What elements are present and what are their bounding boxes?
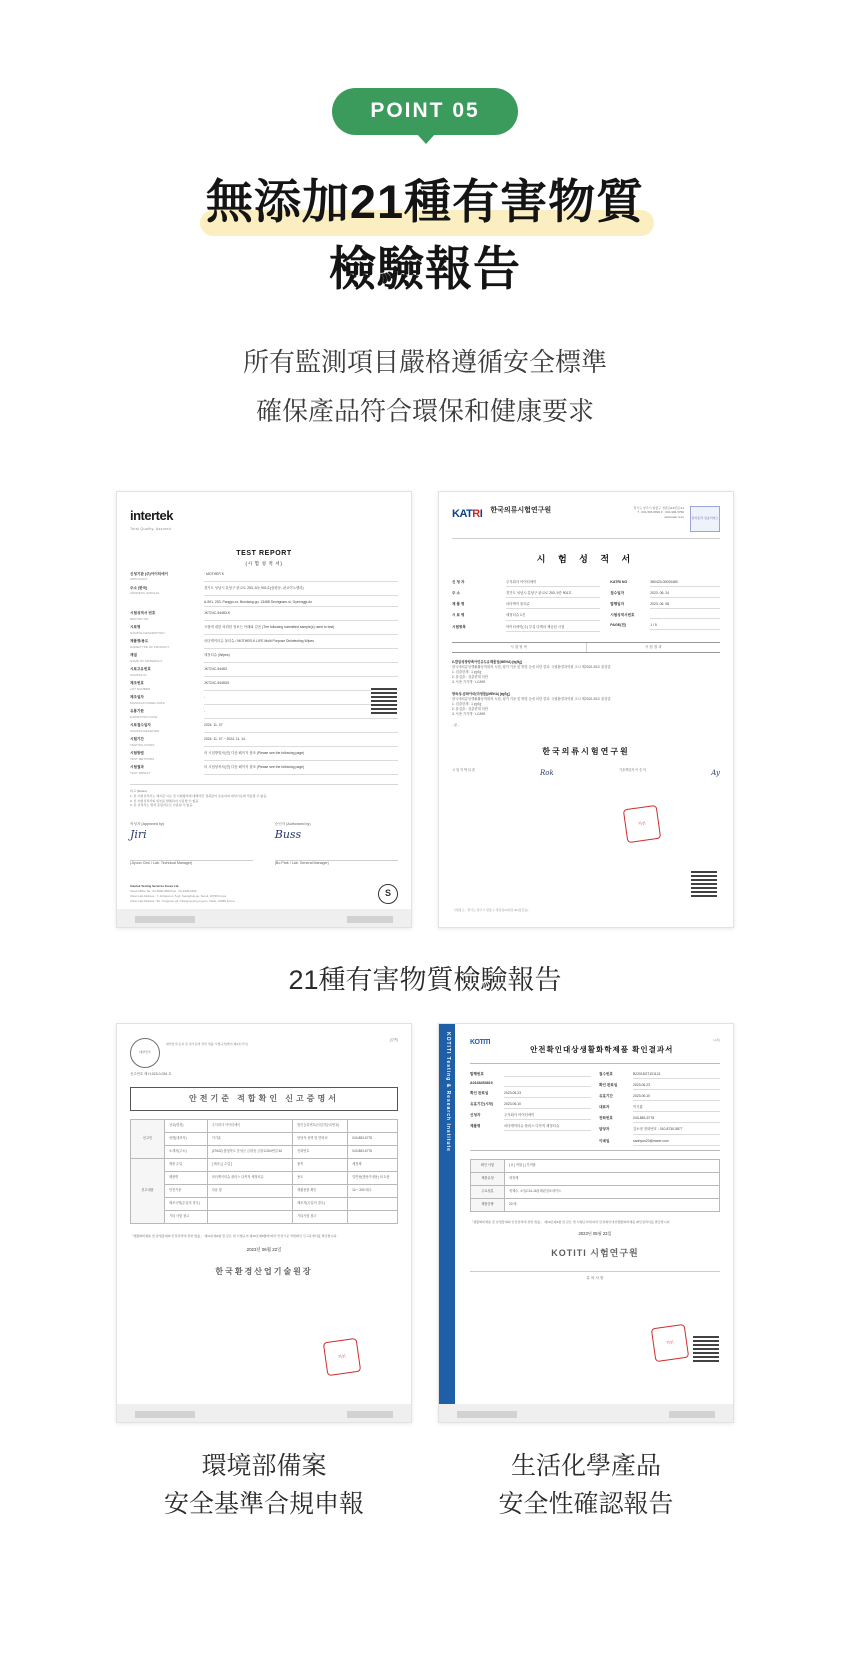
cell: 주요성분 bbox=[471, 1185, 505, 1198]
table-row: 확인 완료일 2023.06.23 bbox=[470, 1091, 591, 1098]
table-row: A0168453819 bbox=[470, 1081, 591, 1086]
qr-code-icon bbox=[371, 688, 397, 714]
intertek-footer-line-3: Ulsan Lab Address : 56, Yongyeon-gil, Changnyeong-myeon, Ulsan, 44989 Korea bbox=[130, 899, 235, 904]
intertek-note-3: 3. 본 성적서는 법적 증빙자료로 사용될 수 없음. bbox=[130, 803, 194, 808]
signature-glyph: Ay bbox=[711, 769, 720, 778]
cell: 정제수, 소듐C14-16올레핀설포네이트 bbox=[505, 1185, 720, 1198]
cell: 20 매 bbox=[505, 1198, 720, 1211]
cell: 품목 bbox=[293, 1158, 348, 1171]
katri-header-meta bbox=[633, 506, 684, 520]
keiti-issue-date: 2023년 06월 22일 bbox=[246, 1247, 282, 1253]
caption-keiti-line-1: 環境部備案 bbox=[201, 1451, 327, 1480]
intertek-sign-left-label: 작성자 (Approved by) bbox=[130, 822, 164, 827]
table-row: 시료명 SAMPLE DESCRIPTION 시험에 대한 의뢰한 정보는 아래와 같음 (The following submitted sample(s) used to test) bbox=[130, 625, 398, 635]
katri-section-2-row-1: 1. 검출한계 : 1 ㎎/㎏ bbox=[452, 701, 482, 706]
official-seal-icon: 직인 bbox=[623, 804, 661, 842]
table-row: 제 품 명 마더케이 물티슈 bbox=[452, 602, 600, 609]
keiti-table bbox=[130, 1119, 398, 1224]
table-row: 시험항목 아이티에이(주) 부설 다케마 제공된 시험 bbox=[452, 625, 600, 632]
cell: 주식회사 아이티에이 bbox=[207, 1119, 292, 1132]
table-row: 제품명/용도 NAME/TYPE OF PRODUCT 마더케이티슈 물티슈 / MOTHER-K LIFE Multi Purpose Disinfecting Wipes bbox=[130, 639, 398, 649]
katri-section-1-row-2: 2. 불검출 : 검출한계 미만 bbox=[452, 674, 488, 679]
keiti-issuer: 한국환경산업기술원장 bbox=[215, 1266, 313, 1276]
table-row: 시험방법 TEST METHODS 의 시험방법서(진) 다음 페이지 참조 (Please see the following page) bbox=[130, 751, 398, 761]
table-row: 시험성적서 번호 REPORT NO. JKT24C-54483-K bbox=[130, 611, 398, 621]
table-row: 접수번호 B22018GT101121 bbox=[599, 1072, 720, 1079]
katri-meta-3: www.katri.re.kr bbox=[664, 515, 684, 520]
cell bbox=[348, 1197, 398, 1210]
cell: (27642) 충청북도 음성군 금왕읍 금왕로264번길 62 bbox=[207, 1145, 292, 1158]
katri-section-2-title: 방독성-금화아마(미생물)(MEHA) [㎎/㎏] bbox=[452, 691, 510, 696]
katri-section-1-row-1: 1. 검출한계 : 1 ㎎/㎏ bbox=[452, 669, 482, 674]
caption-keiti bbox=[116, 1447, 412, 1525]
table-row: 발행번호 bbox=[470, 1072, 591, 1077]
intertek-footer-company: Intertek Testing Services Korea Ltd. bbox=[130, 884, 180, 889]
katri-sign-right: 기술책임자 이 승 덕 bbox=[618, 768, 647, 773]
official-seal-icon: 직인 bbox=[651, 1323, 689, 1361]
qr-code-icon bbox=[691, 871, 717, 897]
cell: 확인 사항 bbox=[471, 1159, 505, 1172]
table-row: 주소 (한국) ADDRESS (SINGLE) 경기도 성남시 분당구 판교로 253, A동 901호(삼평동, 판교이노밸리) bbox=[130, 586, 398, 596]
table-row: 신청자 주식회사 아이티에이 bbox=[470, 1113, 591, 1120]
point-badge-wrap bbox=[0, 0, 850, 135]
katri-logo: KATRI bbox=[452, 507, 483, 520]
certificates-bottom-row bbox=[0, 1023, 850, 1423]
cell: [ O ] 적합 [ ] 부적합 bbox=[505, 1159, 720, 1172]
katri-title: 시 험 성 적 서 bbox=[536, 553, 636, 564]
katri-section-2-row-3: 3. 사용 기기명 : LC/MS bbox=[452, 711, 486, 716]
table-row bbox=[131, 1184, 398, 1197]
table-row bbox=[131, 1171, 398, 1184]
katri-org-name: 한국의류시험연구원 bbox=[542, 747, 630, 757]
katri-section-2-row-2: 2. 불검출 : 검출한계 미만 bbox=[452, 706, 488, 711]
kotiti-logo: KOTITI bbox=[470, 1038, 490, 1046]
cell: 기타사항 참고 bbox=[293, 1210, 348, 1223]
katri-meta-1: 경기도 양주시 방울구 경춘길24번길 61 bbox=[633, 505, 684, 510]
intertek-sign-right-label: 승인자 (Authorized by) bbox=[274, 822, 311, 827]
table-row: 제조일자 MANUFACTURED DATE - bbox=[130, 695, 398, 705]
cell: 043-883-5778 bbox=[348, 1145, 398, 1158]
cell: 제조자(수입의 경우) bbox=[293, 1197, 348, 1210]
point-badge: POINT 05 bbox=[332, 88, 517, 135]
cell bbox=[207, 1210, 292, 1223]
katri-section-1-row-3: 3. 사용 기기명 : LC/MS bbox=[452, 679, 486, 684]
table-row: 유효기간 2023.06.10 bbox=[599, 1094, 720, 1101]
cell: 043-883-5778 bbox=[348, 1132, 398, 1145]
table-row bbox=[131, 1158, 398, 1171]
table-row: 신청기관 (주)아이티에이 APPLICANT · MOTHER K bbox=[130, 572, 398, 582]
intertek-sign-right-name: (Bo Park / Lab. General Manager) bbox=[274, 860, 329, 865]
table-row: 시험기간 TESTING DATES 2024. 11. 07 ~ 2024. 11. 14. bbox=[130, 737, 398, 747]
kotiti-notice-title: 유 의 사 항 bbox=[470, 1271, 720, 1281]
caption-keiti-line-2: 安全基準合規申報 bbox=[163, 1490, 364, 1519]
cell: 용도 bbox=[293, 1171, 348, 1184]
cell: [ 제조 ] [ 수입 ] bbox=[207, 1158, 292, 1171]
table-row bbox=[131, 1119, 398, 1132]
katri-end-mark: - 끝 - bbox=[452, 723, 460, 728]
kotiti-org: KOTITI 시험연구원 bbox=[551, 1248, 639, 1259]
page-title bbox=[0, 169, 850, 302]
katri-section-1-title: 6-발암성방향족아민유도유해물질(MEHA) [㎎/㎏] bbox=[452, 660, 523, 665]
cell: 제품 수입 bbox=[165, 1158, 208, 1171]
middle-caption: 21種有害物質檢驗報告 bbox=[288, 964, 562, 995]
kotiti-result-table bbox=[470, 1159, 720, 1212]
cell: 상호(명칭) bbox=[165, 1119, 208, 1132]
table-row bbox=[131, 1145, 398, 1158]
national-emblem-icon: 대한민국 bbox=[130, 1038, 160, 1068]
katri-result-table-header bbox=[452, 642, 720, 653]
katri-sign-left: 시 험 자 박 다 솜 bbox=[452, 768, 475, 773]
table-row: 시험결과 TEST RESULT 의 시험성적서(진) 다음 페이지 참조 (Please see the following page) bbox=[130, 765, 398, 775]
intertek-report-title: TEST REPORT (시 험 성 적 서) bbox=[130, 549, 398, 568]
headline-line-2: 檢驗報告 bbox=[329, 241, 521, 295]
table-row: 시료고유번호 SAMPLE ID JKT24C-54483 bbox=[130, 667, 398, 677]
intertek-report-title-kr: (시 험 성 적 서) bbox=[245, 561, 283, 567]
keiti-title: 안전기준 적합확인 신고증명서 bbox=[130, 1087, 398, 1111]
cell: 기타 사항 참고 bbox=[165, 1210, 208, 1223]
document-bottom-band bbox=[439, 1404, 733, 1422]
table-row: 대표자 이기훈 bbox=[599, 1105, 720, 1112]
katri-col-result: 시 험 결 과 bbox=[586, 643, 721, 652]
document-bottom-band bbox=[117, 909, 411, 927]
katri-address-footer: 시험장소 : 경기도 양주시 방울구 경춘길24번길 61(장흥동) bbox=[453, 908, 529, 913]
keiti-note: 「생활화학제품 및 살생물제의 안전관리에 관한 법률」 제10조제4항 및 같은 법 시행규칙 제15조제5항에 따라 안전기준 적합확인 신고증명서를 발급합니다. bbox=[130, 1233, 338, 1238]
kotiti-title: 안전확인대상생활화학제품 확인결과서 bbox=[530, 1044, 674, 1054]
subheading-line-2: 確保產品符合環保和健康要求 bbox=[255, 395, 594, 426]
signature-glyph: Buss bbox=[274, 828, 302, 842]
cell: 소재지(주소) bbox=[165, 1145, 208, 1158]
cell: 안전기준 bbox=[165, 1184, 208, 1197]
kotiti-issue-date: 2023년 05월 23일 bbox=[578, 1230, 612, 1236]
certificate-katri bbox=[438, 491, 734, 928]
cell bbox=[348, 1119, 398, 1132]
qr-code-icon bbox=[693, 1336, 719, 1362]
cell: 전화번호 bbox=[293, 1145, 348, 1158]
intertek-note-1: 1. 본 시험성적서는 제시된 시료 및 시험항목에 대해서만 결과값이 유효하며 대상시료에 적용할 수 없음. bbox=[130, 794, 268, 799]
document-bottom-band bbox=[117, 1404, 411, 1422]
cell: 제품유형 bbox=[471, 1172, 505, 1185]
table-row: 시험성적서번호 bbox=[610, 613, 720, 618]
headline-line-1: 無添加21種有害物質 bbox=[206, 169, 644, 236]
katri-section-1-sub: 한국에의류상생활활동학회의 시험, 평가 기준 및 방법 등에 의한 결과, 국립환경과학원 고시 제2022-26호 불검출 bbox=[452, 665, 611, 670]
cell: 이기훈 bbox=[207, 1132, 292, 1145]
table-row: 제조번호 LOT NUMBER JKT24C-54483/1 bbox=[130, 681, 398, 691]
intertek-sign-left-name: (Jiyoun Choi / Lab. Technical Manager) bbox=[130, 860, 193, 865]
table-row bbox=[131, 1197, 398, 1210]
cell: 성명(대표자) bbox=[165, 1132, 208, 1145]
table-row: 신 청 자 주식회사 아이티에이 bbox=[452, 580, 600, 587]
table-row: 시료접수일자 SAMPLE RECEIVED 2024. 11. 07 bbox=[130, 723, 398, 733]
keiti-row-label: 신고내용 bbox=[131, 1158, 165, 1223]
katri-edoc-stamp: 전자문서 전송서비스 bbox=[690, 506, 720, 532]
intertek-logo: intertek bbox=[130, 507, 173, 523]
intertek-logo-subtitle: Total Quality. Assured. bbox=[130, 527, 173, 532]
official-seal-icon: 직인 bbox=[323, 1337, 361, 1375]
table-row: 유효기간(시작) 2023.06.10 bbox=[470, 1102, 591, 1109]
table-row bbox=[471, 1185, 720, 1198]
caption-kotiti-line-1: 生活化學產品 bbox=[510, 1451, 661, 1480]
cell: 담당자 성명 및 연락처 bbox=[293, 1132, 348, 1145]
katri-section-2-sub: 한국에의류상생활활동학회의 시험, 평가 기준 및 방법 등에 의한 결과, 국립환경과학원 고시 제2022-26호 불검출 bbox=[452, 696, 611, 701]
caption-kotiti-line-2: 安全性確認報告 bbox=[498, 1490, 674, 1519]
intertek-signatures bbox=[130, 822, 398, 866]
table-row: 시 료 명 세정티슈 1건 bbox=[452, 613, 600, 620]
subheading bbox=[0, 338, 850, 434]
cell: 세정제 bbox=[505, 1172, 720, 1185]
table-row bbox=[131, 1132, 398, 1145]
bottom-captions bbox=[0, 1447, 850, 1585]
keiti-top-note: 화학물질 등록 및 평가등에 관한 법률 시행규칙[별지 제4호서식] bbox=[166, 1041, 248, 1046]
cell: 제품명 bbox=[165, 1171, 208, 1184]
cell: 법인등록번호(사업자등록번호) bbox=[293, 1119, 348, 1132]
cell: 10 ~ 200 매수 bbox=[348, 1184, 398, 1197]
cell: 생활용품 확인 bbox=[293, 1184, 348, 1197]
certificate-intertek bbox=[116, 491, 412, 928]
table-row: 제품명 마더케이티슈 플러스 다목적 세정티슈 bbox=[470, 1124, 591, 1131]
certificates-top-row bbox=[0, 491, 850, 928]
keiti-row-label: 신고인 bbox=[131, 1119, 165, 1158]
intertek-field-list bbox=[130, 572, 398, 776]
cell: 마더케이티슈 플러스 다목적 세정티슈 bbox=[207, 1171, 292, 1184]
intertek-footer-line-1: Seoul Office Tel : 02-6090-9500 Fax : 02-3409-0320 bbox=[130, 889, 197, 894]
intertek-note-2: 2. 본 시험성적서의 일부를 발췌하여 사용할 수 없음. bbox=[130, 798, 200, 803]
cell: 제품중량 bbox=[471, 1198, 505, 1211]
subheading-line-1: 所有監測項目嚴格遵循安全標準 bbox=[242, 347, 607, 378]
table-row: 주 소 경기도 성남시 분당구 판교로 253, 9층 901호 bbox=[452, 591, 600, 598]
table-row: PAGE(전) 1 / 5 bbox=[610, 623, 720, 630]
cell bbox=[348, 1210, 398, 1223]
cell: 일반용(범용가정용) 외 3 품 bbox=[348, 1171, 398, 1184]
table-row: 접수일자 2023. 06. 24 bbox=[610, 591, 720, 598]
caption-kotiti bbox=[438, 1447, 734, 1525]
table-row bbox=[471, 1198, 720, 1211]
table-row: A-901, 253, Pangyo-ro, Bundang-gu, 13488 Seongnam-si, Gyeonggi-do bbox=[130, 600, 398, 607]
certificate-kotiti bbox=[438, 1023, 734, 1423]
katri-meta-2: T : 031-596-5802 F : 031-996-5790 bbox=[637, 510, 684, 515]
table-row: 확인 완료일 2023.06.23 bbox=[599, 1083, 720, 1090]
table-row: 발행일자 2023. 06. 08 bbox=[610, 602, 720, 609]
kotiti-footer-note: 「생활화학제품 및 살생물제의 안전관리에 관한 법률」 제10조제4항 및 같은 법 시행규칙에 따라 안전확인대상생활화학제품 확인결과서를 발급합니다. bbox=[470, 1219, 671, 1224]
kotiti-side-text: KOTITI Testing & Research Institute bbox=[444, 1031, 451, 1152]
cell: 다음 항 bbox=[207, 1184, 292, 1197]
certificate-keiti bbox=[116, 1023, 412, 1423]
intertek-footer-line-2: Ulsan Lab Address : 7, Acharan-ro 5-gil, Seongbuk-gu, Seoul, 04799 Korea bbox=[130, 894, 227, 899]
signature-glyph: Jiri bbox=[130, 828, 147, 842]
table-row: KATRI NO 380423-00000480 bbox=[610, 580, 720, 587]
table-row: 유통기한 EXPIRATION DATE - bbox=[130, 709, 398, 719]
table-row bbox=[471, 1172, 720, 1185]
intertek-notes-title: 비고 (Notes) bbox=[130, 789, 147, 794]
keiti-doc-number: 신고번호 제 H-023-0-034 호 bbox=[130, 1071, 172, 1076]
signature-glyph: Rok bbox=[540, 769, 554, 778]
table-row: 이메일 sanhyun20@naver.com bbox=[599, 1139, 720, 1146]
katri-col-item: 시 험 항 목 bbox=[510, 644, 528, 649]
table-row: 전화번호 043-883-5778 bbox=[599, 1116, 720, 1123]
table-row: 재질 NAME OF MATERIALS 세정티슈 (Wipes) bbox=[130, 653, 398, 663]
cell: 제조국명(수입의 경우) bbox=[165, 1197, 208, 1210]
keiti-page-mark: (앞쪽) bbox=[389, 1037, 398, 1042]
table-row bbox=[131, 1210, 398, 1223]
cell bbox=[207, 1197, 292, 1210]
katri-logo-kr: 한국의류시험연구원 bbox=[490, 506, 552, 514]
katri-section-1 bbox=[452, 660, 720, 685]
kotiti-page-mark: (1쪽) bbox=[713, 1037, 720, 1042]
cell: 세정제 bbox=[348, 1158, 398, 1171]
intertek-notes bbox=[130, 784, 398, 808]
intertek-accreditation-icon: S bbox=[378, 884, 398, 904]
table-row: 담당자 김소영 전화번호 : 010-8730-5877 bbox=[599, 1127, 720, 1134]
table-row bbox=[471, 1159, 720, 1172]
katri-section-2 bbox=[452, 692, 720, 717]
